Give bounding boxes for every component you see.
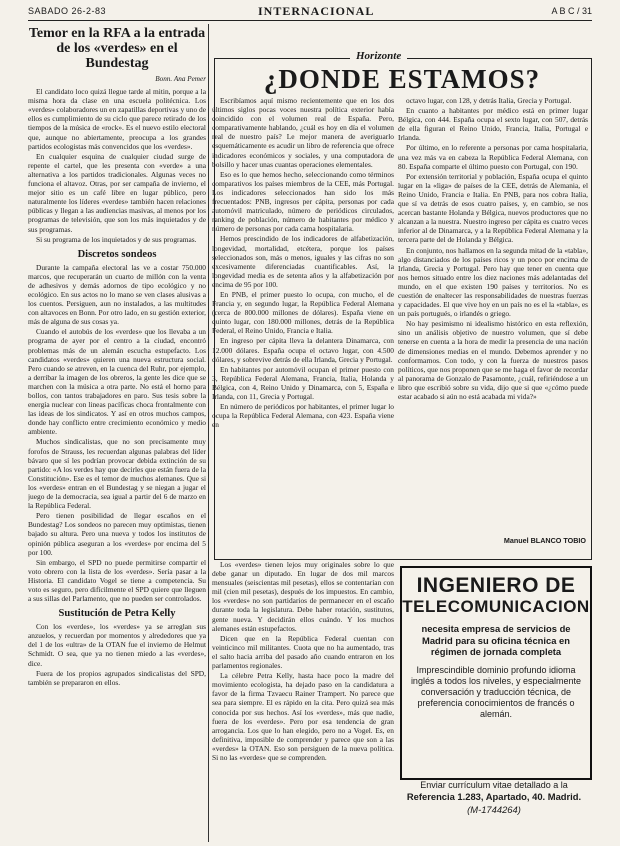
paragraph: Con los «verdes», los «verdes» ya se arreglan sus anzuelos, y recuerdan por momentos y alrededores que ya del 1 de los «ultra» de la OTAN fue el invierno de Helmut Schmidt. O sea, que ya no tienen miedo a las «verdes», dice. bbox=[28, 622, 206, 668]
paragraph: Cuando el autobús de los «verdes» que los llevaba a un programa de ayer por el centro a la ciudad, encontró problemas más de un alemán escucha estupefacto. Los candidatos «verdes» quieren una nueva estructura social. Pero cuando se atreven, en la cuenca del Ruhr, por ejemplo, a derribar la imagen de los obreros, la gente les dice que se marchen con la música a otra parte. No está el horno para bollos, con tantos trabajadores en paro. Sus tesis sobre la energía nuclear con lineas pacíficas choca frontalmente con las ideas de los sindicatos. Y así en otros muchos campos, donde hay conflicto entre crecimiento económico y medio ambiente. bbox=[28, 327, 206, 437]
job-ad-requirements: Imprescindible dominio profundo idioma inglés a todos los niveles, y especialmente conversación y traducción técnica, de preferencia conocimientos de francés o alemán. bbox=[410, 664, 582, 719]
paragraph: Pero tienen posibilidad de llegar escaños en el Bundestag? Los sondeos no parecen muy optimistas, tienen bajado su altura. Pero una nueva y todos los institutos de opinión pública aseguran a los «verdes» por encima del 5 por 100. bbox=[28, 511, 206, 557]
paragraph: En cualquier esquina de cualquier ciudad surge de repente el cartel, que les presenta con «verde» a una alternativa a los partidos tradicionales. Algunas veces no funciona el altavoz. Otras, por ser campaña de invierno, el mejor sitio es un café libre en lugar público, pero naturalmente los líderes «verdes» también hacen relaciones públicas y llegan a las audiencias masivas, al menos por los programas de televisión, que son los más inquietados y de sus programas. bbox=[28, 151, 206, 234]
paragraph: En habitantes por automóvil ocupan el primer puesto con 3, República Federal Alemana, Francia, Italia, Holanda y Bélgica, con 4, Reino Unido y Dinamarca, con 5, España e Irlanda, con 11, Grecia y Portugal. bbox=[212, 364, 394, 401]
paragraph: octavo lugar, con 128, y detrás Italia, Grecia y Portugal. bbox=[406, 96, 572, 105]
paragraph: Escribíamos aquí mismo recientemente que en los dos últimos siglos pocas voces nuestra política exterior había coincidido con el volumen real de España. Pero, comparativamente hablando, ¿cuál es hoy en día el volumen real de nuestro país? Le mejor manera de averiguarlo esquemáticamente es acudir un libro de referencia que ofrece indicadores económicos y sociales, y una computadora de bolsillo y hacer unas cuantas operaciones elementales. bbox=[212, 96, 394, 169]
column-divider bbox=[208, 24, 209, 842]
paragraph: En PNB, el primer puesto lo ocupa, con mucho, el de Francia y, en segundo lugar, la República Federal Alemana (cerca de 800.000 millones de dólares). España viene en quinto lugar, con 180.000 millones, detrás de la República Federal, el Reino Unido, Francia e Italia. bbox=[212, 289, 394, 336]
paragraph: Sin embargo, el SPD no puede permitirse compartir el voto obrero con la lista de los «verdes». Sería pasar a la Historia. El candidato Vogel se tiene a competencia. Su voto es seguro, pero difícilmente el SPD quiere que lleguen a sus sillas del Parlamento, que no pueden ser controlados. bbox=[28, 557, 206, 604]
paragraph: Dicen que en la República Federal cuentan con veinticinco mil militantes. Cuota que no ha aumentado, tras el salto hacia arriba del pasado año cuando entraron en los parlamentos regionales. bbox=[212, 633, 394, 671]
paragraph: La célebre Petra Kelly, hasta hace poco la madre del movimiento ecologista, ha dejado paso en la candidatura a favor de la firma Tzvaecu Rainer Trampert. No parece que sea para siempre. El es rápido en la cita. Pero quizá sea más conocida por sus hechos. Así los «verdes», más que nadie, fuera de los «verdes». Pero por esa tendencia de gran arrogancia. Los que lo han elegido, pero no a Vogel. Es, en definitiva, imposible de comprender y parece que son a las «verdes» la OTAN. Eso son persiguen de la nueva política. Si no las «verdes» que se comprenden. bbox=[212, 671, 394, 762]
page-header bbox=[28, 4, 592, 21]
job-ad-contact bbox=[400, 780, 588, 817]
header-section: INTERNACIONAL bbox=[258, 4, 375, 18]
paragraph: En cuanto a habitantes por médico está en primer lugar Bélgica, con 444. España ocupa el sexto lugar, con 507, detrás de ella figuran el Reino Unido, Francia, Italia, Portugal e Irlanda. bbox=[398, 106, 588, 143]
job-ad-title-line1: INGENIERO DE bbox=[416, 574, 576, 597]
job-ad-title-line2: TELECOMUNICACION bbox=[402, 597, 590, 616]
horizonte-title: ¿DONDE ESTAMOS? bbox=[263, 64, 541, 94]
paragraph: En conjunto, nos hallamos en la segunda mitad de la «tabla», algo distanciados de los países ricos y un poco por encima de Irlanda, Grecia y Portugal. Pero hay que tener en cuenta que nos hemos situado entre los diez naciones más adelantadas del mundo, en el que existen 190 países y territorios. No es cuestión de enaltecer las responsabilidades de nuestras fuerzas y capacidades. El que vive hoy en un país no es el la «tabla», es un país portugués, o irlandés o griego. bbox=[398, 245, 588, 319]
article-verdes-byline: Bonn. Ana Pemer bbox=[155, 75, 206, 83]
horizonte-column-right bbox=[398, 96, 588, 556]
article-verdes-continuation bbox=[212, 560, 394, 842]
job-ad-reference: Referencia 1.283, Apartado, 40. Madrid. bbox=[406, 791, 582, 802]
paragraph: Si su programa de los inquietados y de sus programas. bbox=[36, 234, 197, 244]
paragraph: Fuera de los propios agrupados sindicalistas del SPD, también se prepararon en ellos. bbox=[28, 668, 206, 687]
job-ad-contact-text: Enviar currículum vitae detallado a la bbox=[420, 780, 568, 790]
paragraph: No hay pesimismo ni idealismo histórico en esta reflexión, sino un análisis objetivo de nuestro volumen, que sí debe tenerse en cuenta a la hora de medir la presencia de una nación de dimensiones medias en el mundo. Debemos aprender y no conformarnos. Con todo, y con la fuerza de nuestros pasos políticos, que nos proponen que se me haga el favor de recordar al panorama de Gonzalo de Pasamonte, ¿cuál, refiriéndose a un libro que escribió sobre su vida, dijo que si que «¿cómo puede estar acabado si aún no está acabada mi vida?» bbox=[398, 319, 588, 401]
paragraph: Por extensión territorial y población, España ocupa el quinto lugar en la «liga» de países de la CEE, detrás de Alemania, el Reino Unido, Francia e Italia. En PNB, para nos cobra Italia, que sí va detrás de esos cuatro países, y, en cambio, se nos acercan bastante Holanda y Bélgica, nuevos productores que no alcanzan a la nuestra. Nuestro ingreso per cápita es cuatro veces inferior al de Dinamarca, y a la República Federal Alemana y la tercera parte del de Holanda y Bélgica. bbox=[398, 171, 588, 245]
horizonte-tagline: Horizonte bbox=[350, 50, 407, 62]
paragraph: Durante la campaña electoral las ve a costar 750.000 marcos, que recuperarán un cuarto de millón con la venta de adhesivos y demás adornos de tipo ecológico y no ecológico. En sus actos no lo mano se ven clases alusivas a los cuentos. Persiguen, aun no instalados, a las multitudes con altavoces en Bonn. Por otro lado, en su gestión exterior, más de alguna de sus cosas ya. bbox=[28, 262, 206, 327]
horizonte-signature: Manuel BLANCO TOBIO bbox=[503, 536, 586, 545]
paragraph: Muchos sindicalistas, que no son precisamente muy forofos de Strauss, les recuerdan algunas palabras del líder bávaro que sí les podrían provocar debida extinción de su partido: «A los verdes hay que decirles que están fuera de la Constitución». Ese es el temor de muchos alemanes. Que si los «verdes» entran en el Bundestag y se niegan a jugar el juego de la democracia, sea igual a partir del 6 de marzo en la República Federal. bbox=[28, 437, 206, 511]
paragraph: Por último, en lo referente a personas por cama hospitalaria, una vez más va en cabeza la República Federal Alemana, con 80. España comparte el último puesto con Portugal, con 190. bbox=[398, 143, 588, 171]
paragraph: En número de periódicos por habitantes, el primer lugar lo ocupa la República Federal Alemana, con 423. España viene en bbox=[212, 402, 394, 430]
article-verdes-column bbox=[28, 24, 206, 842]
subhead-discretos-sondeos: Discretos sondeos bbox=[77, 248, 157, 260]
job-ad-box bbox=[400, 566, 592, 780]
job-ad-code: (M-1744264) bbox=[467, 803, 521, 815]
job-ad-description: necesita empresa de servicios de Madrid para su oficina técnica en régimen de jornada completa bbox=[421, 623, 571, 657]
paragraph: Los «verdes» tienen lejos muy originales sobre lo que debe ganar un diputado. En lugar de dos mil marcos mensuales (seiscientas mil pesetas), ellos se contentarían con mil (cien mil pesetas), después de los impuestos. En cambio, los «verdes» no son partidarios de permanecer en el escaño durante toda la legislatura. Debe haber rotación, sustitutos, gente nueva. Y decidirán ellos cuándo. Y los muchos alemanes están estupefactos. bbox=[212, 560, 394, 633]
article-verdes-title: Temor en la RFA a la entrada de los «verdes» en el Bundestag bbox=[28, 26, 206, 71]
subhead-petra-kelly: Sustitución de Petra Kelly bbox=[58, 608, 176, 620]
paragraph: El candidato loco quizá llegue tarde al mitin, porque a la misma hora da clase en una escuela politécnica. Los «verdes» colaboradores un en zapatillas deportivas y uno de ellos es cumplimiento de su ciclo que parece retirado de los tiempos de la música de «rock». Es el nuevo estilo electoral que, aunque no abiertamente, preocupa a los grandes partidos ecologistas más convencidos que los «verdes». bbox=[28, 87, 206, 151]
header-page-number: A B C / 31 bbox=[551, 6, 592, 16]
header-date: SABADO 26-2-83 bbox=[28, 6, 107, 16]
paragraph: En ingreso per cápita lleva la delantera Dinamarca, con 12.000 dólares. España ocupa el octavo lugar, con 4.500 dólares, y sobrevive detrás de ella Irlanda, Grecia y Portugal. bbox=[212, 336, 394, 364]
paragraph: Hemos prescindido de los indicadores de alfabetización, longevidad, mortalidad, etcétera, porque los países seleccionados son, más o menos, iguales y las cifras no son excesivamente diferenciadas cuantificables. Así, la longevidad media es de setenta años y la alfabetización por encima de 95 por 100. bbox=[212, 234, 394, 289]
horizonte-column-left bbox=[212, 96, 394, 556]
paragraph: Eso es lo que hemos hecho, seleccionando como términos comparativos los países miembros de la CEE, más Portugal. Los indicadores seleccionados han sido los más frecuentados: PNB, ingresos per cápita, personas por cada automóvil matriculado, número de periódicos circulados, ranking de población, número de habitantes por médico y número de personas por cada cama hospitalaria. bbox=[212, 169, 394, 234]
